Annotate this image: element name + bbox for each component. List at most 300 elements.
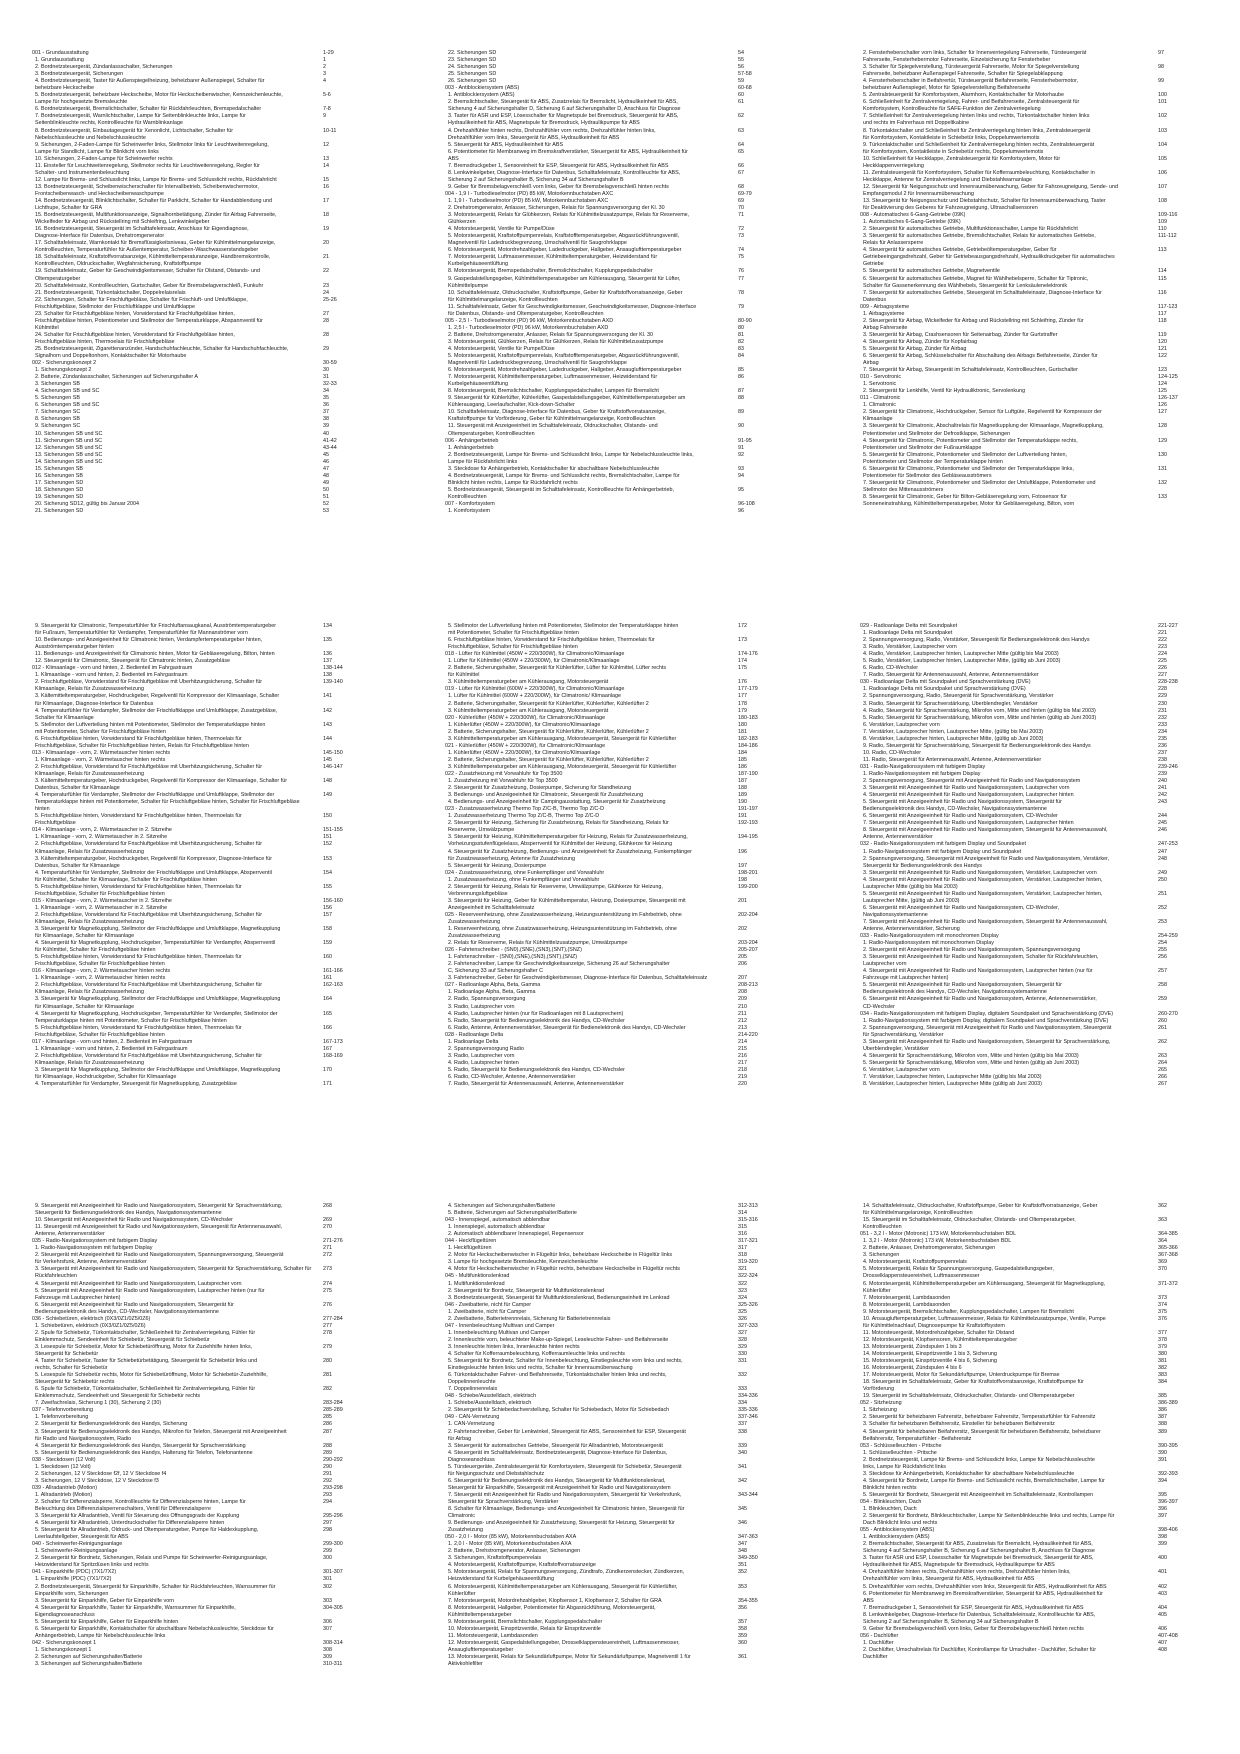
entry-title: 041 - Einparkhilfe (PDC) (7X1/7X2)	[32, 1569, 117, 1576]
entry-title: Klimaanlage, Relais für Zusatzwasserheizung	[32, 1059, 145, 1066]
index-entry	[32, 1619, 363, 1626]
entry-page: 323	[738, 1287, 747, 1294]
index-entry	[32, 261, 363, 268]
index-entry	[445, 487, 778, 494]
entry-page: 166	[323, 1024, 332, 1031]
index-entry	[445, 813, 778, 820]
index-entry	[32, 283, 363, 290]
entry-title: 040 - Scheinwerfer-Reinigungsanlage	[32, 1541, 123, 1548]
entry-title: 6. Radio, CD-Wechsler	[860, 665, 919, 672]
entry-title: 23. Schalter für Frischluftgebläse hinten, Vorwiderstand für Frischluftgebläse hinten,	[32, 310, 235, 317]
entry-title: 020 - Kühlerlüfter (450W + 220/300W), für Climatronic/Klimaanlage	[445, 714, 606, 721]
index-entry	[32, 1018, 363, 1025]
entry-title: 3. Steuergerät mit Anzeigeeinheit für Radio und Navigationssystem, Schalter für Rückfahrleuchten,	[860, 954, 1099, 961]
entry-title: 4. Sicherungen auf Sicherungshalter/Batterie	[445, 1203, 556, 1209]
entry-title: 1. Schlüsselleuchten - Pritsche	[860, 1449, 937, 1456]
index-entry	[32, 750, 363, 757]
entry-page: 226	[1158, 665, 1167, 672]
entry-title: Eigendiagnoseanschluss	[32, 1611, 95, 1618]
entry-title: 3. Fahrtenschreiber, Geber für Geschwindigkeitsmesser, Diagnose-Interface für Datenbus, Schalttafeleinsatz	[445, 975, 708, 982]
entry-title: 8. Motorsteuergerät, Hallgeber, Potentiometer für Abgasrückführung, Motorsteuergerät,	[445, 1604, 656, 1611]
index-entry	[445, 1640, 778, 1647]
entry-page: 219	[738, 1074, 747, 1080]
entry-title: 9. Steuergerät mit Anzeigeeinheit für Radio und Navigationssystem, Steuergerät für Sprachverstärkung,	[32, 1203, 283, 1209]
index-entry	[32, 445, 363, 452]
index-entry	[32, 1372, 363, 1379]
entry-page: 322	[738, 1280, 747, 1287]
entry-page: 162-163	[323, 982, 343, 989]
index-entry	[32, 827, 363, 834]
entry-page: 1	[323, 57, 326, 64]
index-entry	[445, 665, 778, 672]
index-entry	[860, 1457, 1198, 1464]
entry-title: 3. Sicherungen, 12 V Steckdose, 12 V Steckdose f3	[32, 1477, 159, 1484]
index-entry	[32, 226, 363, 233]
index-entry	[860, 50, 1198, 57]
index-entry	[32, 71, 363, 78]
index-entry	[860, 233, 1198, 240]
index-entry	[32, 142, 363, 149]
index-entry	[445, 1492, 778, 1499]
entry-page: 69-79	[738, 190, 752, 197]
entry-title: 4. Steuergerät für Magnetkupplung, Hochdruckgeber, Temperaturfühler für Verdampfer, Absperrventil	[32, 940, 276, 947]
entry-page: 283-284	[323, 1400, 343, 1407]
entry-page: 27	[323, 310, 329, 317]
entry-title: 037 - Telefonvorbereitung	[32, 1407, 94, 1414]
entry-title: 1. Lüfter für Kühlmittel (600W + 220/300W), für Climatronic/ Klimaanlage	[445, 693, 622, 700]
entry-title: Potentiometer für Stellmotor des Gebläseausströmers	[860, 472, 992, 479]
index-entry	[860, 1414, 1198, 1421]
entry-page: 397	[1158, 1513, 1167, 1520]
entry-title: für Klimaanlage, Schalter für Klimaanlage	[32, 933, 135, 940]
index-entry	[860, 1485, 1198, 1492]
entry-page: 149	[323, 792, 332, 799]
index-entry	[32, 381, 363, 388]
entry-title: für Kühlmittelmangelanzeige, Kontrollleuchten	[860, 1210, 973, 1217]
entry-page: 272	[323, 1252, 332, 1259]
entry-title: 3. Sicherungen, Kraftstoffpumpenrelais	[445, 1555, 542, 1562]
index-entry	[32, 1661, 363, 1668]
entry-title: 3. Steckdose für Anhängerbetrieb, Kontaktschalter für abschaltbare Nebelschlussleuchte	[445, 465, 660, 472]
index-entry	[32, 1011, 363, 1018]
entry-page: 63	[738, 127, 744, 134]
entry-title: Frischluftgebläse, Schalter für Frischluftgebläse hinten	[32, 1031, 165, 1038]
entry-page: 239	[1158, 770, 1167, 777]
entry-title: 3. Bordnetzsteuergerät, Steuergerät für Multifunktionslenkrad, Bedienungseinheit im Lenkrad	[445, 1294, 670, 1301]
entry-page: 328	[738, 1336, 747, 1343]
entry-page: 334-336	[738, 1393, 758, 1400]
entry-title: 3. Lesespule für Schiebetür, Motor für Schiebetüröffnung, Motor für Zuziehhilfe hinten links,	[32, 1343, 253, 1350]
index-entry	[32, 665, 363, 672]
entry-title: Seitenblinkleuchte rechts, Kontrollleuchte für Warnblinkanlage	[32, 120, 183, 127]
entry-title: 1. Radio-Navigationssystem mit farbigem Display und Soundpaket	[860, 848, 1022, 855]
index-entry	[32, 1457, 363, 1464]
entry-title: 2. Batterie, Sicherungshalter, Steuergerät für Kühlerlüfter, Kühlerlüfter, Kühlerlüfter 2	[445, 756, 649, 763]
entry-title: Anzeigeeinheit im Schalttafeleinsatz	[445, 904, 535, 911]
index-entry	[445, 1400, 778, 1407]
index-entry	[445, 863, 778, 870]
index-entry	[32, 1541, 363, 1548]
entry-title: 5. Drehzahlfühler vorn rechts, Drehzahlfühler vorn links, Steuergerät für ABS, Hydraulikeinheit für ABS	[860, 1583, 1107, 1590]
entry-page: 66	[738, 162, 744, 169]
entry-title: 22. Sicherungen SD	[445, 50, 497, 56]
index-entry	[32, 644, 363, 651]
entry-title: 15. Bordnetzsteuergerät, Multifunktionsanzeige, Signalhornbetätigung, Zünder für Airbag Fahrerseite,	[32, 212, 277, 219]
entry-page: 378	[1158, 1336, 1167, 1343]
entry-page: 299	[323, 1548, 332, 1555]
entry-title: 1. Antiblockiersystem (ABS)	[860, 1534, 930, 1541]
entry-page: 68	[738, 183, 744, 190]
index-entry	[445, 156, 778, 163]
entry-page: 187	[738, 778, 747, 785]
entry-page: 361	[738, 1654, 747, 1660]
index-entry	[860, 672, 1198, 679]
index-entry	[32, 898, 363, 905]
entry-title: 17. Sicherungen SD	[32, 479, 84, 486]
entry-page: 185	[738, 756, 747, 763]
index-entry	[860, 884, 1198, 891]
index-entry	[445, 142, 778, 149]
entry-page: 192-193	[738, 820, 758, 827]
entry-title: 10. Sicherungen SB und SC	[32, 430, 103, 437]
index-entry	[445, 658, 778, 665]
entry-title: 2. Steuergerät für Lenkhilfe, Ventil für Hydrauliktronic, Servolenkung	[860, 388, 1026, 395]
index-entry	[860, 99, 1198, 106]
entry-title: 17. Motorsteuergerät, Motor für Sekundärluftpumpe, Unterdruckpumpe für Bremse	[860, 1372, 1060, 1379]
entry-title: Drehzahlfühler vorn links, Steuergerät für ABS, Hydraulikeinheit für ABS	[445, 134, 620, 141]
entry-page: 196	[738, 848, 747, 855]
entry-page: 180	[738, 721, 747, 728]
entry-page: 178	[738, 700, 747, 707]
index-entry	[445, 729, 778, 736]
entry-title: 2. Sicherungen auf Sicherungshalter/Batterie	[32, 1654, 143, 1660]
index-entry	[445, 1273, 778, 1280]
index-entry	[445, 1429, 778, 1436]
entry-title: 21. Bordnetzsteuergerät, Türkontaktschalter, Doppelrelaisrelais	[32, 289, 186, 296]
entry-page: 221	[1158, 630, 1167, 637]
entry-title: Einstiegsleuchte hinten links und rechts, Schalter für Innenraumüberwachung	[445, 1365, 633, 1372]
entry-title: 2. Spannungsversorgung, Radio, Verstärker, Steuergerät für Bedienungselektronik des Handys	[860, 637, 1090, 644]
index-entry	[860, 388, 1198, 395]
entry-title: 055 - Antiblockiersystem (ABS)	[860, 1527, 935, 1534]
entry-page: 24	[323, 289, 329, 296]
entry-page: 334	[738, 1400, 747, 1407]
entry-title: 14. Schalttafeleinsatz, Öldruckschalter, Kraftstoffpumpe, Geber für Kraftstoffvorratsanzeige, Geber	[860, 1203, 1098, 1209]
entry-title: 2. Bordnetzsteuergerät, Steuergerät für Einparkhilfe, Schalter für Rückfahrleuchten, Warnsummer für	[32, 1583, 276, 1590]
index-entry	[860, 834, 1198, 841]
index-entry	[32, 1217, 363, 1224]
index-entry	[32, 651, 363, 658]
entry-title: Fahrerseite, Fensterhebermotor Fahrerseite, Einzelsicherung für Fensterheber	[860, 57, 1051, 64]
entry-title: 4. Steuergerät für Bedienungselektronik des Handys, Steuergerät für Sprachverstärkung	[32, 1442, 246, 1449]
entry-title: 10. Schließeinheit für Heckklappe, Zentralsteuergerät für Komfortsystem, Motor für	[860, 155, 1061, 162]
entry-page: 301	[323, 1576, 332, 1583]
entry-title: 6. Steuergerät für Bedienungselektronik des Handys, Steuergerät für Multifunktionslenkrad,	[445, 1477, 666, 1484]
entry-title: Kontrollleuchten, Öldruckschalter, Wegfahrsicherung, Kraftstoffpumpe	[32, 261, 202, 268]
index-entry	[860, 480, 1198, 487]
entry-title: 6. Radio, Antenne, Antennenverstärker, Steuergerät für Bedienelektronik des Handys, CD-Wechsler	[445, 1024, 686, 1031]
index-entry	[860, 827, 1198, 834]
entry-page: 34	[323, 388, 329, 395]
entry-title: 4. Steuergerät mit Anzeigeeinheit für Radio und Navigationssystem, Verstärker, Lautsprecher hinten,	[860, 876, 1103, 883]
entry-page: 265	[1158, 1066, 1167, 1073]
index-entry	[860, 395, 1198, 402]
index-entry	[860, 135, 1198, 142]
entry-title: 053 - Schlüsselleuchten - Pritsche	[860, 1442, 942, 1449]
entry-title: 4. Steuergerät für Magnetkupplung, Hochdruckgeber, Temperaturfühler für Verdampfer, Stellmotor der	[32, 1010, 278, 1017]
index-entry	[860, 954, 1198, 961]
entry-title: Lautsprecher Mitte, (gültig ab Juni 2003)	[860, 897, 960, 904]
index-entry	[445, 1619, 778, 1626]
index-entry	[445, 1018, 778, 1025]
entry-title: 5. Motorsteuergerät, Kraftstoffpumpenrelais, Kraftstofftemperaturgeber, Abgasrückführungsventil,	[445, 233, 680, 240]
entry-page: 146-147	[323, 763, 343, 770]
entry-page: 380	[1158, 1350, 1167, 1357]
entry-title: Sicherung 2 auf Sicherungshalter B, Sicherung 34 auf Sicherungshalter B	[445, 176, 624, 183]
entry-title: 5. Steuergerät für Einparkhilfe, Geber für Einparkhilfe hinten	[32, 1618, 179, 1625]
entry-title: 2. Fahrtenschreiber, Lampe für Geschwindigkeitsanzeige, Sicherung 26 auf Sicherungshalter	[445, 961, 670, 968]
index-entry	[860, 459, 1198, 466]
index-entry	[445, 1471, 778, 1478]
entry-page: 308-314	[323, 1639, 343, 1646]
entry-title: 2. Bremslichtschalter, Steuergerät für ABS, Zusatzrelais für Bremslicht, Hydraulikeinheit für ABS,	[445, 99, 678, 106]
entry-title: 5. Stellmotor der Luftverteilung hinten mit Potentiometer, Stellmotor der Temperaturklappe hinten	[32, 721, 266, 728]
entry-title: für Komfortsystem, Kontaktleiste in Schiebetür links, Doppelumwertemotis	[860, 134, 1040, 141]
entry-page: 348	[738, 1548, 747, 1555]
entry-page: 177-179	[738, 686, 758, 693]
entry-page: 89	[738, 409, 744, 416]
entry-page: 79	[738, 303, 744, 310]
entry-title: 11. Schalttafeleinsatz, Geber für Geschwindigkeitsmesser, Geschwindigkeitsmesser, Diagnose-Interface	[445, 303, 697, 310]
entry-page: 362	[1158, 1203, 1167, 1209]
index-entry	[860, 78, 1198, 85]
entry-page: 260-270	[1158, 1010, 1178, 1017]
index-entry	[32, 1414, 363, 1421]
index-entry	[860, 381, 1198, 388]
entry-page: 314	[738, 1210, 747, 1217]
index-entry	[445, 78, 778, 85]
index-entry	[445, 1576, 778, 1583]
entry-title: 1. 2,0 l - Motor (85 kW), Motorkennbuchstaben AXA	[445, 1541, 572, 1548]
index-entry	[860, 813, 1198, 820]
index-entry	[445, 1011, 778, 1018]
entry-page: 127	[1158, 409, 1167, 416]
entry-title: 4. Fensterheberschalter in Beifahrertür, Türsteuergerät Beifahrerseite, Fensterhebermotor,	[860, 78, 1079, 85]
entry-page: 244	[1158, 813, 1167, 820]
entry-page: 115	[1158, 275, 1167, 282]
entry-page: 188	[738, 785, 747, 792]
entry-page: 137	[323, 658, 332, 665]
index-entry	[32, 311, 363, 318]
index-entry	[32, 423, 363, 430]
entry-title: für Klimaanlage, Schalter für Klimaanlage	[32, 1003, 135, 1010]
entry-title: 2. Innenleuchte vorn, beleuchteter Make-up-Spiegel, Leseleuchte Fahrer- und Beifahrerseite	[445, 1336, 669, 1343]
index-entry	[860, 856, 1198, 863]
index-entry	[445, 346, 778, 353]
entry-page: 214-220	[738, 1031, 758, 1038]
entry-page: 401	[1158, 1569, 1167, 1576]
entry-page: 35	[323, 395, 329, 402]
index-entry	[860, 722, 1198, 729]
index-entry	[860, 1032, 1198, 1039]
entry-page: 403	[1158, 1590, 1167, 1597]
entry-title: 1. Fahrtenschreiber - (SN0),(SNE),(SN3),(SNT),(SNZ)	[445, 954, 578, 961]
index-entry	[32, 1302, 363, 1309]
entry-page: 363	[1158, 1217, 1167, 1224]
index-entry	[860, 318, 1198, 325]
entry-page: 45	[323, 451, 329, 458]
entry-title: 8. Schalter für Klimaanlage, Bedienungs- und Anzeigeeinheit für Climatronic hinten, Steuergerät für	[445, 1506, 685, 1513]
entry-title: 12. Motorsteuergerät, Gaspedalstellungsgeber, Drosselklappensteuereinheit, Luftmassenmesser,	[445, 1639, 680, 1646]
index-entry	[32, 431, 363, 438]
index-entry	[860, 1039, 1198, 1046]
index-entry	[445, 226, 778, 233]
index-entry	[860, 149, 1198, 156]
entry-title: 6. Frischluftgebläse hinten, Vorwiderstand für Frischluftgebläse hinten, Thermoelais für	[445, 637, 655, 644]
entry-title: 3. Kältemitteltemperaturgeber, Hochdruckgeber, Regelventil für Kompressor, Diagnose-Interface für	[32, 855, 273, 862]
entry-title: mit Potentiometer, Schalter für Frischluftgebläse hinten	[445, 630, 579, 637]
index-entry	[445, 480, 778, 487]
entry-page: 56	[738, 64, 744, 71]
entry-page: 7-8	[323, 106, 331, 113]
index-entry	[32, 1330, 363, 1337]
entry-title: 4. Bordnetzsteuergerät, Lampe für Brems- und Schlusslicht rechts, Bremslichtschalter, Lampe für	[445, 472, 680, 479]
entry-title: 13. Steuergerät für Neigungsschutz und Diebstahlschutz, Schalter für Innenraumüberwachung, Taster	[860, 197, 1106, 204]
index-entry	[445, 1661, 778, 1668]
entry-page: 250	[1158, 876, 1167, 883]
index-entry	[32, 1527, 363, 1534]
index-entry	[860, 637, 1198, 644]
entry-page: 327	[738, 1329, 747, 1336]
index-entry	[445, 184, 778, 191]
entry-page: 327-333	[738, 1322, 758, 1329]
entry-title: 11. Radio, Steuergerät für Antennenauswahl, Antenne, Antennenverstärker	[860, 756, 1042, 763]
index-entry	[445, 135, 778, 142]
entry-page: 388	[1158, 1421, 1167, 1428]
index-entry	[445, 996, 778, 1003]
index-entry	[860, 1337, 1198, 1344]
index-entry	[860, 184, 1198, 191]
entry-title: Aktivkohlefilter	[445, 1661, 483, 1668]
entry-title: 032 - Radio-Navigationssystem mit farbigem Display und Soundpaket	[860, 841, 1026, 848]
index-entry	[860, 156, 1198, 163]
entry-page: 152	[323, 841, 332, 848]
entry-page: 51	[323, 493, 329, 500]
entry-title: 1. Radio-Navigationssystem mit farbigem Display	[32, 1245, 153, 1252]
entry-page: 121	[1158, 345, 1167, 352]
entry-title: 5. Steuergerät mit Anzeigeeinheit für Radio und Navigationssystem, Steuergerät für	[860, 982, 1062, 989]
entry-title: 10. Schalttafeleinsatz, Öldruckschalter, Kraftstoffpumpe, Geber für Kraftstoffvorratsanzeige, Geber	[445, 289, 683, 296]
entry-page: 22	[323, 268, 329, 275]
entry-page: 23	[323, 282, 329, 289]
entry-page: 75	[738, 254, 744, 261]
entry-page: 77	[738, 275, 744, 282]
entry-title: Airbag Fahrerseite	[860, 324, 908, 331]
entry-page: 91-95	[738, 437, 752, 444]
entry-title: Kurbelgehäuseentlüftung	[445, 261, 508, 268]
entry-title: Schalter für Klimaanlage	[32, 714, 94, 721]
index-entry	[445, 947, 778, 954]
entry-title: Frischluftgebläse, Schalter für Frischluftgebläse hinten	[445, 644, 578, 651]
entry-title: Klimaanlage, Relais für Zusatzwasserheizung	[32, 770, 145, 777]
entry-title: 2. Automatisch abblendbarer Innenspiegel, Regensensor	[445, 1231, 584, 1238]
index-entry	[445, 1245, 778, 1252]
index-entry	[445, 1584, 778, 1591]
index-entry	[32, 480, 363, 487]
index-entry	[32, 1436, 363, 1443]
index-entry	[445, 1060, 778, 1067]
entry-page: 333	[738, 1386, 747, 1393]
index-entry	[32, 290, 363, 297]
index-entry	[32, 1344, 363, 1351]
index-entry	[860, 1330, 1198, 1337]
entry-title: 6. Motorsteuergerät, Kühlmitteltemperaturgeber am Kühlerausgang, Steuergerät für Magnetkupplung,	[860, 1280, 1106, 1287]
entry-page: 398	[1158, 1534, 1167, 1541]
entry-page: 347	[738, 1541, 747, 1548]
entry-page: 155	[323, 883, 332, 890]
entry-page: 114	[1158, 268, 1167, 275]
entry-page: 46	[323, 458, 329, 465]
entry-page: 71	[738, 212, 744, 219]
entry-title: 19. Sicherungen SD	[32, 493, 84, 500]
entry-title: 1. Scheinwerfer-Reinigungsanlage	[32, 1548, 118, 1555]
entry-title: 4. Steuergerät für Sprachverstärkung, Mikrofon vorn, Mitte und hinten (gültig bis Mai 2003)	[860, 1052, 1079, 1059]
entry-page: 228	[1158, 686, 1167, 693]
index-entry	[32, 170, 363, 177]
index-entry	[32, 792, 363, 799]
entry-title: 009 - Airbagsysteme	[860, 303, 910, 310]
entry-title: 4. Steuergerät für Airbag, Zünder für Kopfairbag	[860, 338, 978, 345]
index-entry	[445, 198, 778, 205]
entry-page: 138	[323, 672, 332, 679]
entry-page: 87	[738, 388, 744, 395]
entry-title: 10. Steuergerät mit Anzeigeeinheit für Radio und Navigationssystem, CD-Wechsler	[32, 1217, 233, 1224]
entry-page: 150	[323, 813, 332, 820]
index-entry	[860, 1281, 1198, 1288]
index-entry	[860, 1569, 1198, 1576]
entry-page: 376	[1158, 1315, 1167, 1322]
index-entry	[32, 1288, 363, 1295]
entry-title: Klimaanlage	[860, 416, 893, 423]
entry-page: 99	[1158, 78, 1164, 85]
index-entry	[32, 693, 363, 700]
entry-title: 1. 1,9 l - Turbodieselmotor (PD) 85 kW, Motorkennbuchstaben AXC	[445, 197, 609, 204]
index-entry	[860, 1520, 1198, 1527]
entry-page: 337-346	[738, 1414, 758, 1421]
entry-title: 3. Taster für ASR und ESP, Lösesschalter für Magnetspule bei Bremsdruck, Steuergerät für ABS,	[860, 1555, 1094, 1562]
entry-title: 044 - Heckflügeltüren	[445, 1238, 497, 1245]
index-entry	[445, 701, 778, 708]
entry-page: 357	[738, 1618, 747, 1625]
index-entry	[445, 1025, 778, 1032]
entry-title: 1. Klimaanlage - vorn, 2. Wärmetauscher in 2. Sitzreihe	[32, 834, 168, 841]
entry-page: 161-166	[323, 968, 343, 975]
index-entry	[860, 1393, 1198, 1400]
entry-title: 5. Frischluftgebläse hinten, Vorwiderstand für Frischluftgebläse hinten, Thermoelais für	[32, 883, 242, 890]
index-entry	[445, 933, 778, 940]
index-entry	[445, 799, 778, 806]
entry-page: 342	[738, 1477, 747, 1484]
entry-title: rechts, Schalter für Schiebetür	[32, 1365, 108, 1372]
index-entry	[860, 304, 1198, 311]
index-entry	[860, 71, 1198, 78]
entry-title: 5. Steuergerät für Climatronic, Potentiometer und Stellmotor der Luftverteilung hinten,	[860, 451, 1068, 458]
index-entry	[860, 416, 1198, 423]
entry-page: 83	[738, 345, 744, 352]
index-entry	[860, 1288, 1198, 1295]
index-entry	[32, 1032, 363, 1039]
entry-title: Sicherung 4 auf Sicherungshalter B, Sicherung 6 auf Sicherungshalter B, Anschluss für Diagnose	[860, 1548, 1095, 1555]
